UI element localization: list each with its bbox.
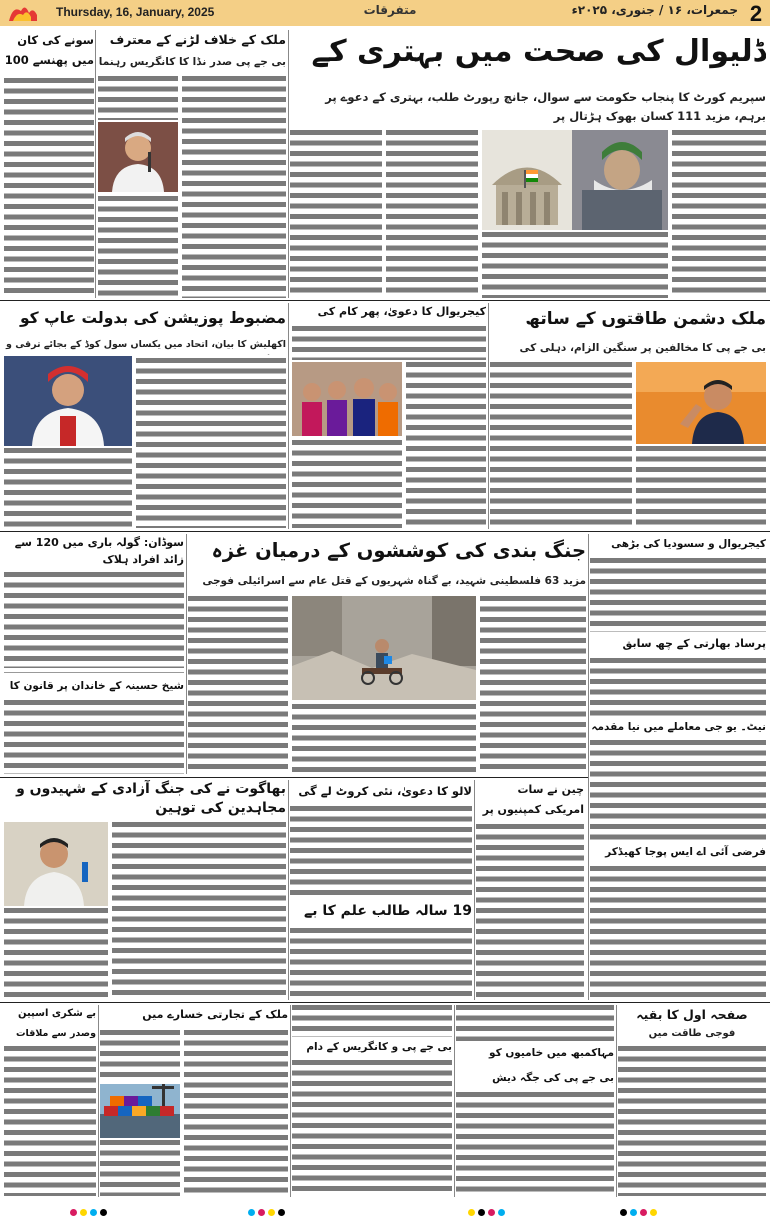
container-port-photo (100, 1084, 180, 1138)
lalu-body (290, 806, 472, 896)
student-body (290, 928, 472, 1000)
divider (0, 300, 770, 301)
trade-headline: ملک کے تجارتی خسارے میں (142, 1008, 288, 1021)
lead-body-col4 (482, 232, 668, 298)
gaza-headline: جنگ بندی کی کوششوں کے درمیان غزہ (211, 539, 586, 562)
lead-body-col1 (672, 130, 766, 298)
rahul-headline: ملک کے خلاف لڑنے کے معترف (109, 32, 286, 47)
divider (288, 303, 289, 529)
english-date: Thursday, 16, January, 2025 (56, 5, 215, 19)
divider (0, 777, 588, 778)
kejri-promise-body-col1 (406, 362, 486, 528)
student-headline: 19 سالہ طالب علم کا بے (304, 903, 472, 919)
divider (454, 1005, 455, 1197)
akhilesh-headline: مضبوط پوزیشن کی بدولت عاپ کو (19, 309, 286, 327)
fake-ias-body (590, 866, 766, 1000)
registration-marks-left (70, 1209, 107, 1216)
bjp-state-headline: بی جے پی کی جگہ دیش (492, 1072, 614, 1084)
divider (288, 780, 289, 1000)
divider (0, 531, 770, 532)
trade-body-col1 (184, 1030, 288, 1196)
kejriwal-rally-photo (292, 362, 402, 436)
continuation-subheadline: فوجی طاقت میں (648, 1028, 736, 1039)
kejri-promise-body-col2 (292, 440, 402, 528)
lead-body-col3 (386, 130, 478, 298)
bjp-spokesperson-photo (636, 362, 766, 444)
bjp-cong-body (292, 1060, 452, 1196)
continuation-body (618, 1046, 766, 1196)
bhagwat-headline: بھاگوت نے کی جنگ آزادی کے شہیدوں و مجاہدین کی توہین (16, 781, 286, 816)
section-title: متفرقات (363, 3, 417, 17)
kejri-case-body (590, 558, 766, 632)
newspaper-logo (3, 1, 47, 25)
kejri-promise-headline: کیجریوال کا دعویٰ، پھر کام کی (317, 305, 486, 318)
urdu-date: جمعرات، ۱۶ / جنوری، ۲۰۲۵ء (571, 3, 738, 17)
bjp-state-body (456, 1092, 614, 1196)
gaza-rubble-photo (292, 596, 476, 700)
divider (95, 30, 96, 298)
divider (488, 303, 489, 529)
trade-body-col3 (100, 1140, 180, 1196)
gaza-subheadline: مزید 63 فلسطینی شہید، بے گناہ شہریوں کے قتل عام سے اسرائیلی فوجی (202, 575, 586, 587)
lead-headline: ڈلیوال کی صحت میں بہتری کے (311, 34, 766, 69)
divider (616, 1005, 617, 1197)
neet-headline: نیٹ۔ یو جی معاملے میں نیا مقدمہ (591, 721, 766, 733)
gaza-body-col2 (188, 596, 288, 774)
registration-marks-center-left (248, 1209, 285, 1216)
trade-body-col2 (100, 1030, 180, 1082)
hasina-body (4, 700, 184, 774)
spain-body (4, 1046, 96, 1196)
kejriwal-body-col1 (636, 446, 766, 528)
kejriwal-body-col2 (490, 362, 632, 528)
kejri-promise-body-top (292, 326, 486, 360)
akhilesh-body-col2 (4, 448, 132, 528)
divider (4, 672, 184, 673)
akhilesh-body-col1 (136, 358, 286, 528)
fake-ias-headline: فرضی آئی اے ایس پوجا کھیڈکر (605, 846, 766, 858)
hasina-headline: شیخ حسینہ کے خاندان پر قانون کا (9, 680, 184, 692)
akhilesh-subheadline: اکھلیش کا بیان، اتحاد میں یکساں سول کوڈ کے بجائے ترقی و (6, 339, 286, 350)
kejriwal-subheadline: بی جے پی کا مخالفین پر سنگین الزام، دہلی کی (519, 342, 766, 354)
gaza-body-col1 (480, 596, 586, 774)
china-body (476, 824, 584, 1000)
page-number: 2 (749, 1, 763, 25)
kumbh-body (456, 1005, 614, 1041)
registration-marks-right (620, 1209, 657, 1216)
lead-body-col2 (290, 130, 382, 298)
continuation-headline: صفحہ اول کا بقیہ (636, 1007, 748, 1022)
divider (0, 1002, 770, 1003)
vasudev-headline: وصدر سے ملاقات (16, 1028, 96, 1039)
supreme-court-photo (482, 130, 668, 230)
kejriwal-headline: ملک دشمن طاقتوں کے ساتھ (525, 309, 766, 329)
rahul-body-col2 (98, 76, 178, 120)
tejashwi-photo (4, 822, 108, 906)
rahul-subheadline: بی جے پی صدر نڈا کا کانگریس رہنما (98, 56, 286, 68)
neet-body (590, 740, 766, 840)
divider (186, 534, 187, 774)
bhagwat-body-col2 (4, 908, 108, 1000)
spain-headline: بے شکری اسپین (17, 1008, 96, 1019)
lead-subheadline: سپریم کورٹ کا پنجاب حکومت سے سوال، جانچ رپورٹ طلب، بہتری کے دعوے پر برہم، مزید 111 کسان بھوک ہڑتال پر (325, 90, 766, 123)
divider (474, 780, 475, 1000)
kumbh-headline: مہاکمبھ میں خامیوں کو (488, 1047, 614, 1059)
rahul-body-col3 (98, 196, 178, 298)
divider (288, 30, 289, 298)
china-headline: چین نے سات امریکی کمپنیوں پر (482, 783, 584, 816)
registration-marks-center-right (468, 1209, 505, 1216)
lalu-headline: لالو کا دعویٰ، نئی کروٹ لے گی (298, 784, 472, 798)
bharti-body (590, 658, 766, 716)
gold-headline: سونے کی کان میں پھنسے 100 (4, 33, 94, 67)
logo-flame-icon (3, 1, 47, 25)
rahul-body-col1 (182, 76, 286, 298)
bjp-cong-headline: بی جے پی و کانگریس کے دام (306, 1041, 452, 1053)
divider (588, 534, 589, 1000)
akhilesh-photo (4, 356, 132, 446)
divider (290, 1005, 291, 1197)
sudan-body (4, 572, 184, 668)
bhagwat-body-col1 (112, 822, 286, 1000)
gaza-body-col3 (292, 704, 476, 774)
gold-body (4, 78, 94, 298)
bharti-headline: پرساد بھارتی کے چھ سابق (622, 637, 766, 650)
nadda-photo (98, 122, 178, 192)
sudan-headline: سوڈان: گولہ باری میں 120 سے زائد افراد ہلاک (14, 536, 184, 566)
bjp-cong-body-top (292, 1005, 452, 1037)
divider (98, 1005, 99, 1197)
kejri-case-headline: کیجریوال و سسودیا کی بڑھی (611, 538, 766, 550)
